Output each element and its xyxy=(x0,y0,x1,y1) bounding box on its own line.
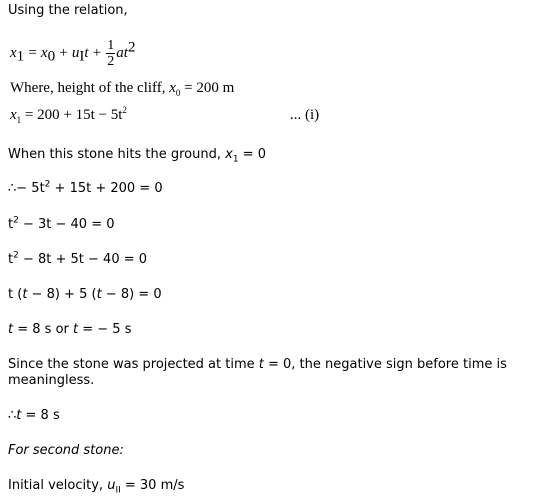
step-split-term: $t^2 - 8t + 5t - 40 = 0$ xyxy=(8,250,148,267)
second-stone-heading: For second stone: xyxy=(8,443,124,458)
intro-text: Using the relation, xyxy=(8,3,128,18)
ground-condition: When this stone hits the ground, $x_1 = 0$ xyxy=(8,147,266,165)
initial-velocity: Initial velocity, $u_{II} = 30$ m/s xyxy=(8,478,185,496)
step-roots: t = 8 s or t = − 5 s xyxy=(8,322,132,337)
explanation-paragraph: Since the stone was projected at time t = 0, the negative sign before time is xyxy=(8,357,507,372)
cliff-height-line: Where, height of the cliff, $x_0 = 200$ m xyxy=(10,80,235,98)
time-result: ∴t = 8 s xyxy=(8,408,60,423)
half-fraction: $\frac{1}{2}$ xyxy=(107,38,115,69)
equation-i: $x_1 = 200 + 15t - 5t^2$ ... (i) xyxy=(10,105,320,125)
equation-reference: ... (i) xyxy=(290,107,320,123)
step-quadratic: ∴− $5t^2 + 15t + 200 = 0$ xyxy=(8,179,163,196)
displacement-formula: $x_1 = x_0 + u_It$ + $\frac{1}{2}$ $at^2$ xyxy=(10,38,136,69)
explanation-paragraph-cont: meaningless. xyxy=(8,373,95,388)
step-simplified: $t^2 - 3t - 40 = 0$ xyxy=(8,215,115,232)
step-factored: t (t − 8) + 5 (t − 8) = 0 xyxy=(8,287,162,302)
